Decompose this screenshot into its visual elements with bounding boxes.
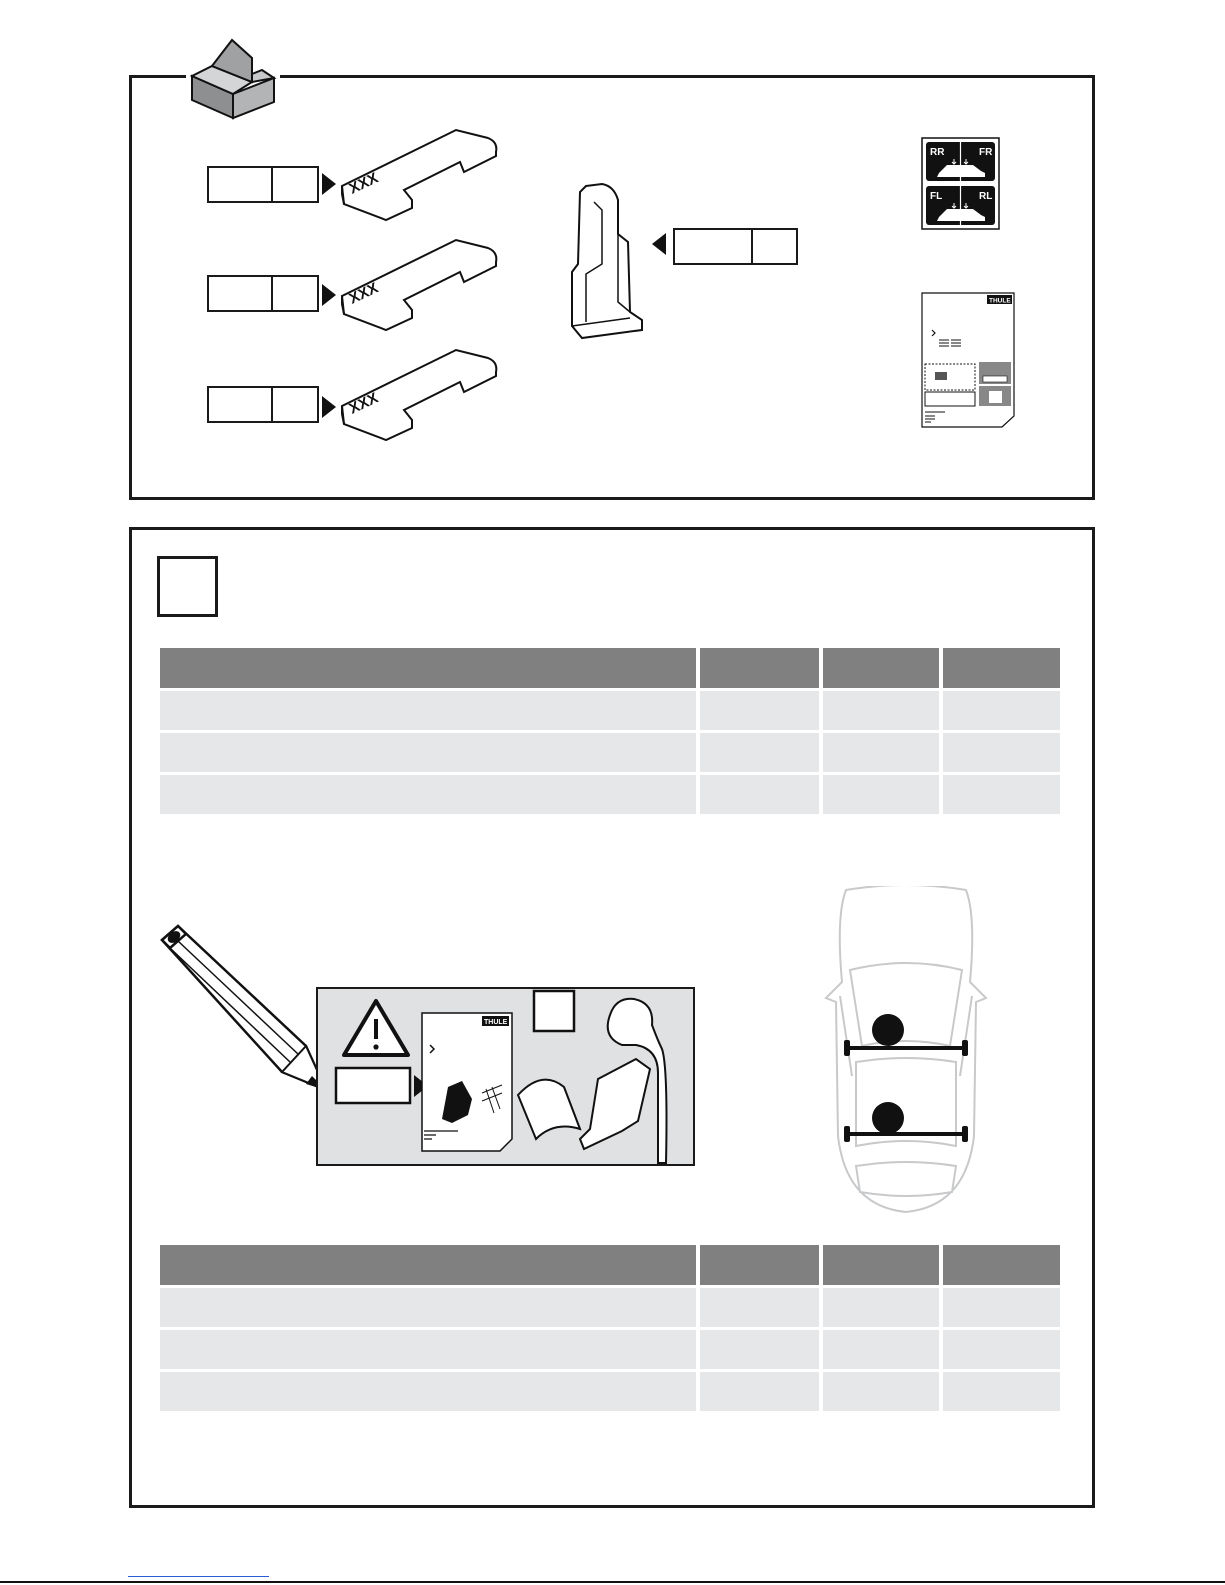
arrow-right-icon: [322, 173, 336, 195]
table-cell: [823, 733, 939, 772]
table-row: [160, 1372, 1060, 1411]
vehicle-table-a: [160, 648, 1060, 817]
foot-pad-3: [338, 344, 508, 444]
table-header-row: [160, 1245, 1060, 1285]
table-cell: [160, 1288, 696, 1327]
table-cell: [943, 775, 1061, 814]
table-cell: [160, 1330, 696, 1369]
pad-marking: XXX: [346, 169, 381, 198]
warning-triangle-icon: [344, 1001, 408, 1055]
position-sticker: [921, 137, 1000, 230]
footer-rule: [0, 1581, 1225, 1583]
table-row: [160, 691, 1060, 730]
part-label-2: [207, 275, 319, 312]
table-cell: [943, 691, 1061, 730]
part-label-1: [207, 166, 319, 203]
table-header-row: [160, 648, 1060, 688]
arrow-right-icon: [322, 284, 336, 306]
table-cell: [823, 1330, 939, 1369]
table-header-cell: [700, 648, 819, 688]
sticker-label-rl: RL: [979, 191, 993, 202]
step-number-box: [157, 556, 218, 617]
table-header-cell: [823, 1245, 939, 1285]
table-cell: [943, 1330, 1061, 1369]
table-cell: [160, 691, 696, 730]
pencil-icon: [156, 922, 336, 1097]
part-code: [209, 277, 273, 310]
table-header-cell: [943, 648, 1061, 688]
manual-brand: THULE: [989, 297, 1011, 305]
part-label-3: [207, 386, 319, 423]
sticker-label-fl: FL: [930, 191, 943, 202]
table-cell: [700, 1372, 819, 1411]
table-cell: [700, 1330, 819, 1369]
pad-marking: XXX: [346, 279, 381, 308]
table-row: [160, 733, 1060, 772]
table-header-cell: [700, 1245, 819, 1285]
car-top-view-diagram: [816, 886, 996, 1216]
table-cell: [823, 775, 939, 814]
table-cell: [700, 1288, 819, 1327]
fit-kit-manual: [921, 292, 1015, 428]
table-cell: [943, 1372, 1061, 1411]
table-header-cell: [823, 648, 939, 688]
table-cell: [700, 691, 819, 730]
part-code: [675, 230, 753, 263]
table-cell: [700, 775, 819, 814]
arrow-right-icon: [322, 396, 336, 418]
table-cell: [943, 1288, 1061, 1327]
part-code: [209, 388, 273, 421]
table-row: [160, 775, 1060, 814]
part-code: [209, 168, 273, 201]
sticker-label-rr: RR: [930, 147, 945, 158]
vehicle-table-b: [160, 1245, 1060, 1414]
part-qty: [753, 230, 796, 263]
bracket-label: [673, 228, 798, 265]
foot-pad-2: [338, 234, 508, 334]
foot-pad-1: [338, 124, 508, 224]
table-header-cell: [160, 1245, 696, 1285]
pad-marking: XXX: [346, 389, 381, 418]
part-qty: [273, 168, 317, 201]
table-cell: [700, 733, 819, 772]
table-header-cell: [160, 648, 696, 688]
part-qty: [273, 277, 317, 310]
table-cell: [160, 775, 696, 814]
table-row: [160, 1288, 1060, 1327]
table-cell: [160, 733, 696, 772]
open-box-icon: [186, 36, 280, 120]
part-qty: [273, 388, 317, 421]
front-bar-marker: [872, 1014, 904, 1046]
rear-bar-marker: [872, 1102, 904, 1134]
table-cell: [160, 1372, 696, 1411]
sticker-label-fr: FR: [979, 147, 993, 158]
table-header-cell: [943, 1245, 1061, 1285]
table-cell: [823, 1372, 939, 1411]
arrow-left-icon: [652, 233, 666, 255]
read-instructions-scene: [316, 987, 695, 1166]
table-cell: [823, 1288, 939, 1327]
table-cell: [823, 691, 939, 730]
table-row: [160, 1330, 1060, 1369]
table-cell: [943, 733, 1061, 772]
bracket-part: [568, 182, 648, 342]
scene-manual-brand: THULE: [484, 1019, 508, 1026]
footer-link-underline[interactable]: [128, 1576, 269, 1577]
scene-label-box: [336, 1068, 410, 1103]
